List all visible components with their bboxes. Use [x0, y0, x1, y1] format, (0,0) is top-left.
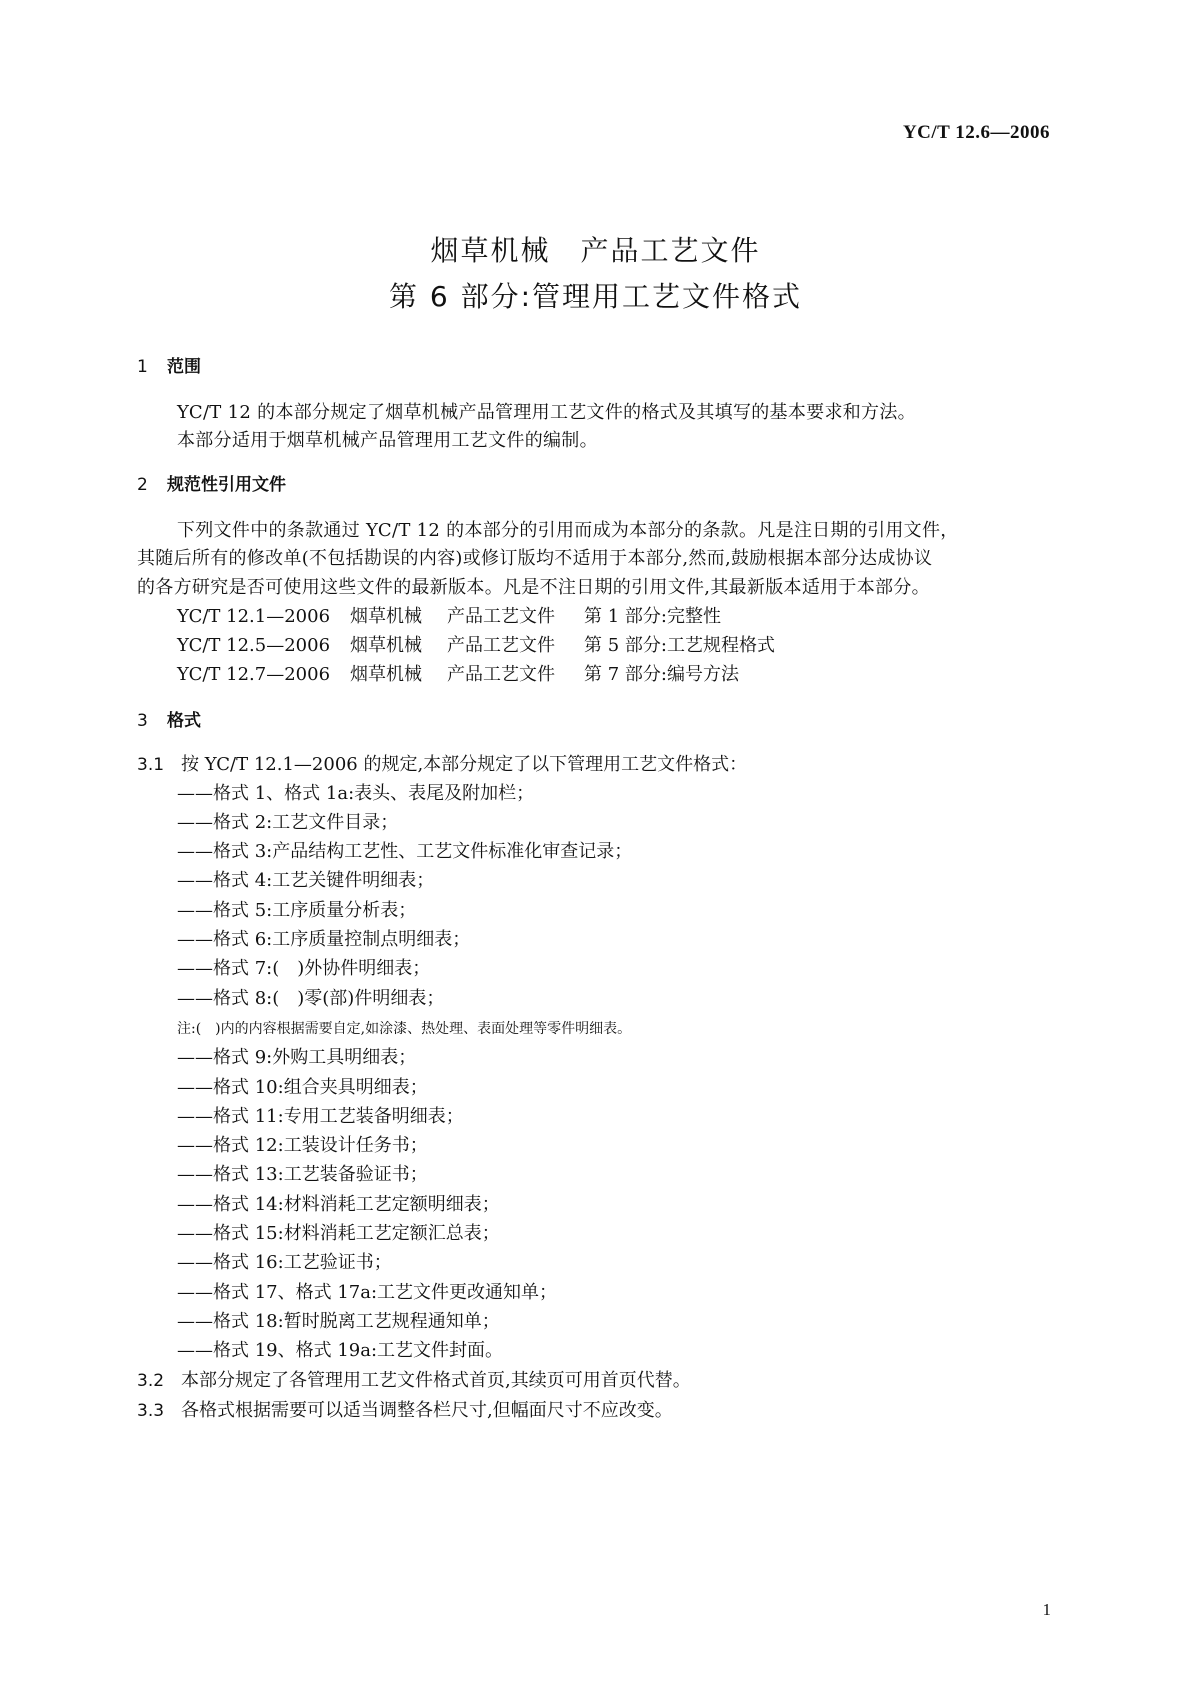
clause-text: 各格式根据需要可以适当调整各栏尺寸,但幅面尺寸不应改变。	[181, 1400, 673, 1421]
format-list-item: ——格式 12:工装设计任务书；	[177, 1135, 428, 1156]
title-part-a: 烟草机械	[430, 234, 551, 267]
format-list-item: ——格式 2:工艺文件目录；	[177, 812, 399, 833]
format-list-item: ——格式 10:组合夹具明细表；	[177, 1077, 428, 1098]
format-list-item: ——格式 1、格式 1a:表头、表尾及附加栏；	[177, 783, 535, 804]
clause-number: 3.3	[137, 1401, 165, 1421]
section-1-heading	[137, 352, 201, 377]
reference-code: YC/T 12.7—2006	[177, 664, 331, 685]
format-list-item: ——格式 18:暂时脱离工艺规程通知单；	[177, 1311, 500, 1332]
format-list-item: ——格式 8:( )零(部)件明细表；	[177, 988, 445, 1009]
format-list-item: ——格式 9:外购工具明细表；	[177, 1047, 417, 1068]
clause-text: 本部分规定了各管理用工艺文件格式首页,其续页可用首页代替。	[181, 1370, 691, 1391]
section-title: 规范性引用文件	[167, 475, 286, 495]
reference-code: YC/T 12.5—2006	[177, 635, 331, 656]
section-2-paragraph-line-3: 的各方研究是否可使用这些文件的最新版本。凡是不注日期的引用文件,其最新版本适用于本部分。	[137, 577, 930, 598]
format-list-item: ——格式 3:产品结构工艺性、工艺文件标准化审查记录；	[177, 841, 633, 862]
clause-number: 3.1	[137, 755, 165, 775]
reference-title-c: 第 7 部分:编号方法	[584, 664, 739, 685]
format-list-item: ——格式 15:材料消耗工艺定额汇总表；	[177, 1223, 500, 1244]
clause-text: 按 YC/T 12.1—2006 的规定,本部分规定了以下管理用工艺文件格式：	[181, 754, 748, 775]
section-title: 范围	[167, 357, 201, 377]
reference-title-a: 烟草机械	[350, 635, 422, 656]
note: 注:( )内的内容根据需要自定,如涂漆、热处理、表面处理等零件明细表。	[177, 1021, 632, 1037]
format-list-item: ——格式 19、格式 19a:工艺文件封面。	[177, 1340, 504, 1361]
reference-item	[177, 660, 739, 686]
clause-3-3	[137, 1396, 673, 1422]
reference-title-a: 烟草机械	[350, 664, 422, 685]
reference-title-c: 第 5 部分:工艺规程格式	[584, 635, 775, 656]
section-2-paragraph-line-1: 下列文件中的条款通过 YC/T 12 的本部分的引用而成为本部分的条款。凡是注日期的引用文件，	[177, 520, 959, 541]
section-2-paragraph-line-2: 其随后所有的修改单(不包括勘误的内容)或修订版均不适用于本部分,然而,鼓励根据本部分达成协议	[137, 548, 933, 569]
clause-3-1	[137, 750, 747, 776]
document-title	[0, 228, 1191, 320]
reference-item	[177, 602, 721, 628]
section-number: 3	[137, 711, 148, 731]
reference-title-b: 产品工艺文件	[447, 606, 555, 627]
standard-number: YC/T 12.6—2006	[902, 122, 1050, 143]
section-1-paragraph-2: 本部分适用于烟草机械产品管理用工艺文件的编制。	[177, 430, 598, 451]
format-list-item: ——格式 13:工艺装备验证书；	[177, 1164, 428, 1185]
reference-title-c: 第 1 部分:完整性	[584, 606, 721, 627]
format-list-item: ——格式 6:工序质量控制点明细表；	[177, 929, 471, 950]
section-number: 2	[137, 475, 148, 495]
format-list-item: ——格式 7:( )外协件明细表；	[177, 958, 431, 979]
reference-code: YC/T 12.1—2006	[177, 606, 331, 627]
title-line-2: 第 6 部分:管理用工艺文件格式	[388, 280, 803, 313]
reference-item	[177, 631, 775, 657]
reference-title-b: 产品工艺文件	[447, 635, 555, 656]
section-1-paragraph-1: YC/T 12 的本部分规定了烟草机械产品管理用工艺文件的格式及其填写的基本要求和方法。	[177, 402, 916, 423]
section-2-heading	[137, 470, 286, 495]
section-number: 1	[137, 357, 148, 377]
reference-title-b: 产品工艺文件	[447, 664, 555, 685]
clause-number: 3.2	[137, 1371, 165, 1391]
format-list-item: ——格式 5:工序质量分析表；	[177, 900, 417, 921]
format-list-item: ——格式 16:工艺验证书；	[177, 1252, 392, 1273]
section-3-heading	[137, 706, 201, 731]
title-line-1	[0, 228, 1191, 274]
format-list-item: ——格式 14:材料消耗工艺定额明细表；	[177, 1194, 500, 1215]
format-list-item: ——格式 4:工艺关键件明细表；	[177, 870, 435, 891]
format-list-item: ——格式 11:专用工艺装备明细表；	[177, 1106, 464, 1127]
section-title: 格式	[167, 711, 201, 731]
reference-title-a: 烟草机械	[350, 606, 422, 627]
page-number: 1	[1042, 1600, 1051, 1619]
title-part-b: 产品工艺文件	[580, 234, 761, 267]
format-list-item: ——格式 17、格式 17a:工艺文件更改通知单；	[177, 1282, 558, 1303]
clause-3-2	[137, 1366, 691, 1392]
